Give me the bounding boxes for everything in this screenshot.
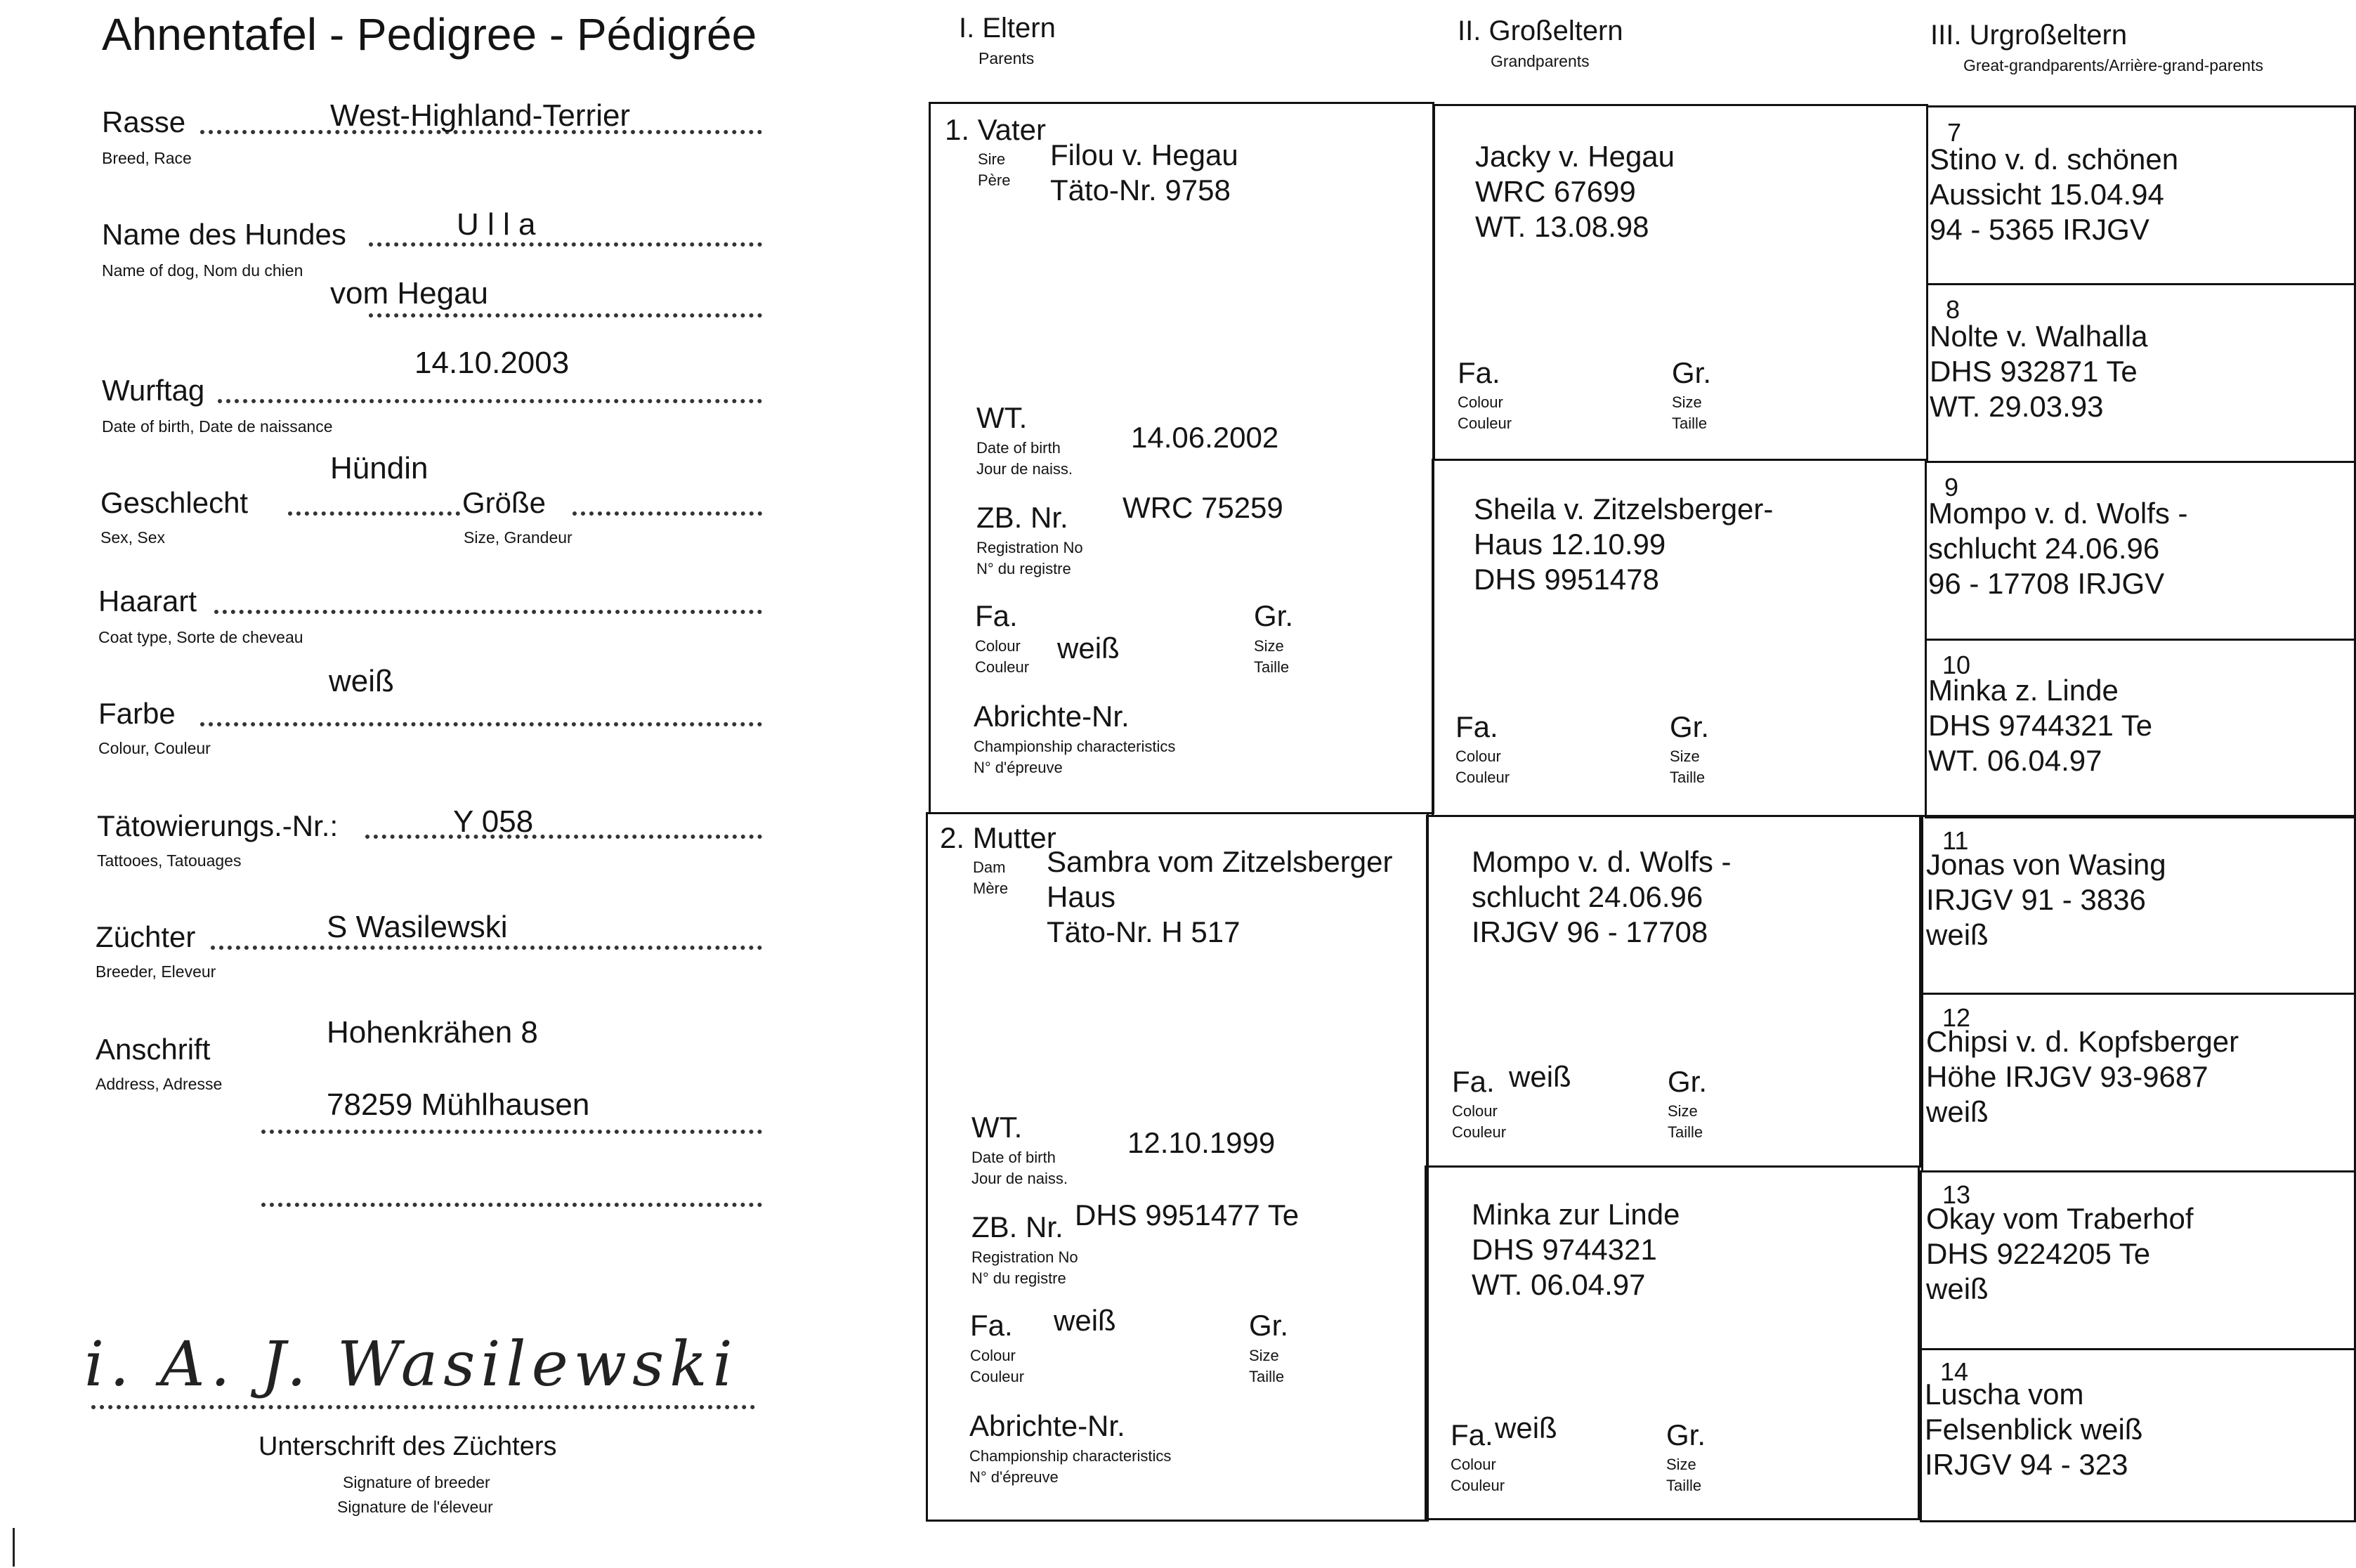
father-label: 1. Vater	[945, 113, 1046, 146]
rasse-sub: Breed, Race	[102, 149, 192, 167]
anschrift-value-2: 78259 Mühlhausen	[327, 1087, 590, 1122]
gp2-gr-sub-2: Taille	[1670, 769, 1706, 786]
ggp10-line-3: WT. 06.04.97	[1928, 744, 2102, 777]
father-ab-sub-2: N° d'épreuve	[974, 759, 1063, 776]
gp3-gr-sub-2: Taille	[1668, 1123, 1703, 1141]
father-fa-value: weiß	[1057, 632, 1120, 665]
haarart-sub: Coat type, Sorte de cheveau	[98, 628, 303, 646]
left-margin-mark	[13, 1528, 15, 1567]
mother-ab-sub-2: N° d'épreuve	[969, 1468, 1059, 1486]
gp2-gr-sub-1: Size	[1670, 747, 1700, 765]
father-wt-sub-1: Date of birth	[976, 439, 1061, 457]
mother-zb-sub-2: N° du registre	[971, 1269, 1066, 1287]
gp4-fa-value: weiß	[1495, 1411, 1557, 1444]
name-sub: Name of dog, Nom du chien	[102, 261, 303, 280]
signature-sub-2: Signature de l'éleveur	[337, 1498, 493, 1516]
groesse-sub: Size, Grandeur	[464, 528, 572, 547]
gp4-fa-sub-2: Couleur	[1451, 1477, 1505, 1494]
ggp10-number: 10	[1942, 651, 1971, 679]
gp4-fa-label: Fa.	[1451, 1418, 1493, 1451]
ggp8-line-1: Nolte v. Walhalla	[1930, 320, 2148, 353]
mother-fa-value: weiß	[1054, 1304, 1116, 1337]
mother-gr-sub-1: Size	[1249, 1347, 1279, 1364]
gp4-line-2: DHS 9744321	[1472, 1233, 1657, 1266]
page-title: Ahnentafel - Pedigree - Pédigrée	[102, 9, 757, 60]
mother-fa-sub-1: Colour	[970, 1347, 1016, 1364]
gp2-fa-sub-2: Couleur	[1455, 769, 1510, 786]
anschrift-value-1: Hohenkrähen 8	[327, 1015, 538, 1050]
breeder-signature: i. A. J. Wasilewski	[84, 1328, 738, 1400]
ggp11-line-3: weiß	[1926, 918, 1989, 951]
ggp11-line-2: IRJGV 91 - 3836	[1926, 883, 2146, 916]
father-ab-sub-1: Championship characteristics	[974, 738, 1176, 755]
father-gr-sub-2: Taille	[1254, 658, 1290, 676]
gp1-gr-sub-1: Size	[1672, 393, 1702, 411]
signature-label: Unterschrift des Züchters	[258, 1432, 557, 1461]
farbe-value: weiß	[329, 664, 394, 698]
ggp7-number: 7	[1947, 118, 1962, 147]
gp3-fa-value: weiß	[1509, 1060, 1571, 1093]
gp3-gr-label: Gr.	[1668, 1065, 1708, 1098]
ggp11-line-1: Jonas von Wasing	[1926, 848, 2166, 881]
signature-sub-1: Signature of breeder	[343, 1473, 490, 1491]
gp2-gr-label: Gr.	[1670, 710, 1710, 743]
haarart-dotline	[214, 610, 762, 614]
ggp11-number: 11	[1942, 826, 1969, 855]
father-wt-label: WT.	[976, 401, 1028, 434]
groesse-dotline	[572, 511, 762, 516]
father-name: Filou v. Hegau	[1050, 138, 1238, 171]
zuechter-label: Züchter	[96, 920, 196, 953]
gp3-line-2: schlucht 24.06.96	[1472, 880, 1703, 913]
ggp8-line-2: DHS 932871 Te	[1930, 355, 2138, 388]
gp1-line-2: WRC 67699	[1475, 175, 1636, 208]
ggp10-line-2: DHS 9744321 Te	[1928, 709, 2153, 742]
mother-ab-sub-1: Championship characteristics	[969, 1447, 1172, 1465]
geschlecht-value: Hündin	[330, 451, 428, 485]
dam-sub-2: Mère	[973, 880, 1009, 897]
tattoo-sub: Tattooes, Tatouages	[97, 851, 242, 870]
mother-label: 2. Mutter	[940, 821, 1056, 854]
anschrift-label: Anschrift	[96, 1033, 211, 1066]
col-header-parents: I. Eltern	[959, 13, 1056, 44]
gp2-line-2: Haus 12.10.99	[1474, 528, 1666, 561]
ggp14-line-2: Felsenblick weiß	[1925, 1413, 2143, 1446]
gp1-fa-sub-2: Couleur	[1458, 414, 1512, 432]
ggp8-number: 8	[1946, 295, 1961, 324]
gp1-fa-sub-1: Colour	[1458, 393, 1503, 411]
gp3-line-3: IRJGV 96 - 17708	[1472, 915, 1708, 948]
ggp12-line-2: Höhe IRJGV 93-9687	[1926, 1060, 2208, 1093]
father-wt-value: 14.06.2002	[1131, 421, 1279, 454]
ggp13-line-1: Okay vom Traberhof	[1926, 1202, 2194, 1235]
col-sub-parents: Parents	[979, 49, 1035, 67]
ggp12-number: 12	[1942, 1003, 1971, 1032]
wurftag-value: 14.10.2003	[414, 346, 570, 380]
gp1-gr-sub-2: Taille	[1672, 414, 1708, 432]
wurftag-label: Wurftag	[102, 374, 205, 407]
wurftag-sub: Date of birth, Date de naissance	[102, 417, 333, 436]
ggp10-line-1: Minka z. Linde	[1928, 674, 2119, 707]
gp3-fa-label: Fa.	[1452, 1065, 1495, 1098]
name-label: Name des Hundes	[102, 218, 346, 251]
gp4-gr-sub-2: Taille	[1666, 1477, 1702, 1494]
mother-name: Sambra vom Zitzelsberger	[1047, 845, 1393, 878]
geschlecht-dotline	[288, 511, 460, 516]
gp2-line-3: DHS 9951478	[1474, 563, 1659, 596]
mother-fa-sub-2: Couleur	[970, 1368, 1025, 1385]
farbe-dotline	[200, 722, 762, 726]
father-fa-label: Fa.	[975, 599, 1018, 632]
father-gr-label: Gr.	[1254, 599, 1294, 632]
gp3-fa-sub-1: Colour	[1452, 1102, 1498, 1120]
mother-fa-label: Fa.	[970, 1309, 1013, 1342]
dam-sub-1: Dam	[973, 858, 1006, 876]
rasse-label: Rasse	[102, 105, 186, 138]
gp4-gr-sub-1: Size	[1666, 1456, 1696, 1473]
gp1-line-1: Jacky v. Hegau	[1475, 140, 1675, 173]
col-header-grandparents: II. Großeltern	[1458, 15, 1623, 46]
sire-sub-2: Père	[978, 171, 1011, 189]
sire-sub-1: Sire	[978, 150, 1006, 168]
gp4-gr-label: Gr.	[1666, 1418, 1706, 1451]
father-zb-sub-2: N° du registre	[976, 560, 1071, 577]
mother-wt-label: WT.	[971, 1111, 1023, 1144]
gp1-fa-label: Fa.	[1458, 356, 1500, 389]
father-zb-label: ZB. Nr.	[976, 501, 1068, 534]
tattoo-value: Y 058	[453, 804, 534, 839]
father-zb-sub-1: Registration No	[976, 539, 1083, 556]
father-fa-sub-2: Couleur	[975, 658, 1030, 676]
ggp9-number: 9	[1944, 473, 1959, 502]
haarart-label: Haarart	[98, 584, 197, 618]
ggp12-line-1: Chipsi v. d. Kopfsberger	[1926, 1025, 2239, 1058]
ggp9-line-3: 96 - 17708 IRJGV	[1928, 567, 2165, 600]
ggp7-line-1: Stino v. d. schönen	[1930, 143, 2179, 176]
mother-wt-value: 12.10.1999	[1127, 1126, 1276, 1159]
mother-wt-sub-2: Jour de naiss.	[971, 1170, 1068, 1187]
zuechter-dotline	[211, 946, 762, 950]
mother-ab-label: Abrichte-Nr.	[969, 1409, 1125, 1442]
ggp13-number: 13	[1942, 1180, 1971, 1209]
farbe-sub: Colour, Couleur	[98, 739, 211, 757]
tattoo-label: Tätowierungs.-Nr.:	[97, 809, 339, 842]
ggp13-line-2: DHS 9224205 Te	[1926, 1237, 2151, 1270]
gp1-gr-label: Gr.	[1672, 356, 1712, 389]
mother-gr-label: Gr.	[1249, 1309, 1289, 1342]
name-dotline	[369, 242, 762, 247]
ggp14-line-3: IRJGV 94 - 323	[1925, 1448, 2128, 1481]
mother-tato: Täto-Nr. H 517	[1047, 915, 1241, 948]
anschrift-dotline-1	[261, 1130, 762, 1134]
gp4-line-3: WT. 06.04.97	[1472, 1268, 1646, 1301]
ggp12-line-3: weiß	[1926, 1095, 1989, 1128]
col-header-great-grandparents: III. Urgroßeltern	[1930, 20, 2128, 51]
gp4-fa-sub-1: Colour	[1451, 1456, 1496, 1473]
anschrift-dotline-2	[261, 1203, 762, 1207]
father-wt-sub-2: Jour de naiss.	[976, 460, 1073, 478]
name-value: U l l a	[457, 207, 536, 242]
mother-name-2: Haus	[1047, 880, 1116, 913]
wurftag-dotline	[218, 399, 762, 403]
gp3-gr-sub-1: Size	[1668, 1102, 1698, 1120]
gp3-line-1: Mompo v. d. Wolfs -	[1472, 845, 1732, 878]
ggp7-line-3: 94 - 5365 IRJGV	[1930, 213, 2149, 246]
father-gr-sub-1: Size	[1254, 637, 1284, 655]
ggp14-number: 14	[1940, 1357, 1969, 1386]
gp2-line-1: Sheila v. Zitzelsberger-	[1474, 492, 1774, 525]
father-ab-label: Abrichte-Nr.	[974, 700, 1130, 733]
groesse-label: Größe	[462, 486, 547, 519]
geschlecht-label: Geschlecht	[100, 486, 249, 519]
mother-gr-sub-2: Taille	[1249, 1368, 1285, 1385]
ggp14-line-1: Luscha vom	[1925, 1378, 2084, 1411]
col-sub-grandparents: Grandparents	[1491, 52, 1590, 70]
signature-dotline	[91, 1405, 755, 1409]
ggp9-line-2: schlucht 24.06.96	[1928, 532, 2160, 565]
gp2-fa-sub-1: Colour	[1455, 747, 1501, 765]
ggp9-line-1: Mompo v. d. Wolfs -	[1928, 497, 2188, 530]
gp1-line-3: WT. 13.08.98	[1475, 210, 1649, 243]
father-fa-sub-1: Colour	[975, 637, 1021, 655]
mother-zb-sub-1: Registration No	[971, 1248, 1078, 1266]
tattoo-dotline	[365, 835, 762, 839]
geschlecht-sub: Sex, Sex	[100, 528, 166, 547]
gp3-fa-sub-2: Couleur	[1452, 1123, 1507, 1141]
ggp8-line-3: WT. 29.03.93	[1930, 390, 2104, 423]
zuechter-sub: Breeder, Eleveur	[96, 962, 216, 981]
ggp7-line-2: Aussicht 15.04.94	[1930, 178, 2164, 211]
mother-zb-label: ZB. Nr.	[971, 1210, 1064, 1243]
col-sub-great-grandparents: Great-grandparents/Arrière-grand-parents	[1963, 56, 2263, 74]
father-zb-value: WRC 75259	[1123, 491, 1283, 524]
mother-zb-value: DHS 9951477 Te	[1075, 1198, 1300, 1231]
zuechter-value: S Wasilewski	[327, 910, 508, 944]
rasse-value: West-Highland-Terrier	[330, 98, 631, 133]
name-dotline-2	[369, 313, 762, 318]
anschrift-sub: Address, Adresse	[96, 1075, 223, 1093]
name-value-2: vom Hegau	[330, 276, 489, 311]
gp2-fa-label: Fa.	[1455, 710, 1498, 743]
farbe-label: Farbe	[98, 697, 176, 730]
father-tato: Täto-Nr. 9758	[1050, 174, 1231, 207]
gp4-line-1: Minka zur Linde	[1472, 1198, 1680, 1231]
mother-wt-sub-1: Date of birth	[971, 1149, 1056, 1166]
ggp13-line-3: weiß	[1926, 1272, 1989, 1305]
